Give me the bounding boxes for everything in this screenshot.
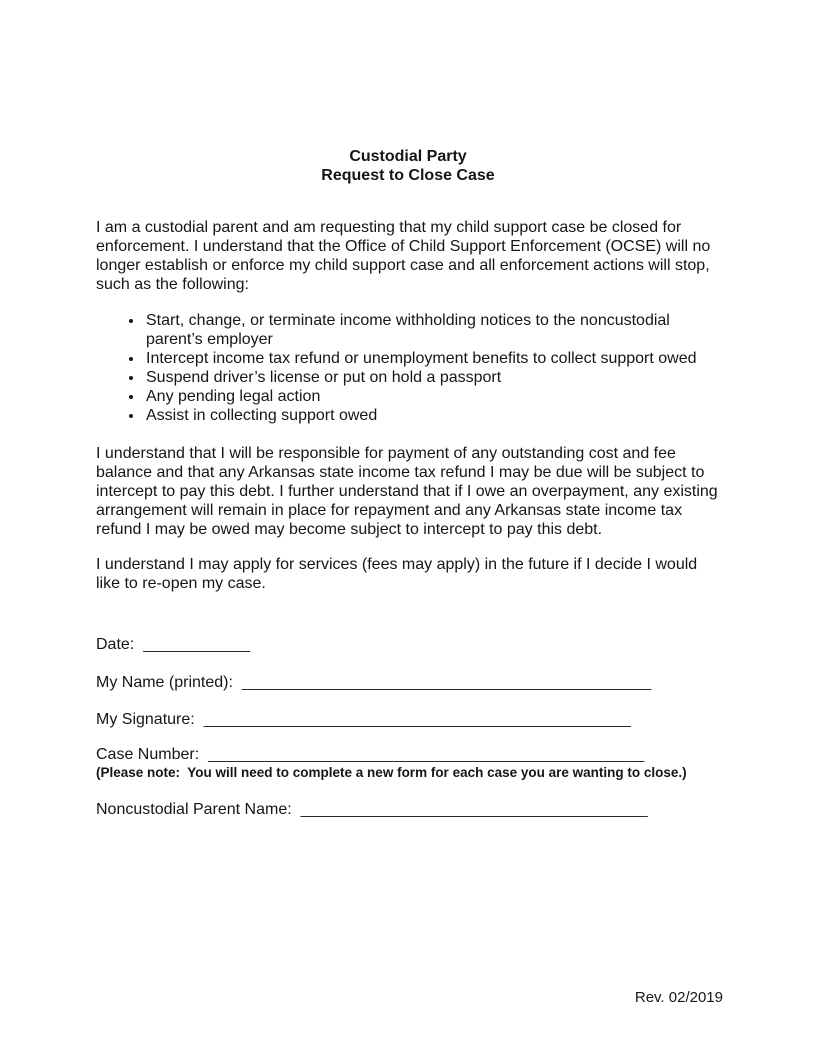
case-number-label: Case Number: bbox=[96, 746, 200, 763]
title-line-1: Custodial Party bbox=[349, 148, 467, 165]
noncustodial-parent-blank-line: _______________________________________ bbox=[300, 801, 648, 818]
printed-name-blank-line: ______________________________________________ bbox=[241, 674, 652, 691]
paragraph-intro: I am a custodial parent and am requesting that my child support case be closed for enforcement. I understand that the Office of Child Support Enforcement (OCSE) will no longer establish or enforce my child support case and all enforcement actions will stop, such as the following: bbox=[96, 219, 711, 293]
revision-footer: Rev. 02/2019 bbox=[634, 989, 723, 1006]
signature-blank-line: ________________________________________________ bbox=[203, 711, 631, 728]
document-title bbox=[96, 147, 720, 185]
list-item: • Assist in collecting support owed bbox=[144, 406, 720, 425]
list-item: • Intercept income tax refund or unemployment benefits to collect support owed bbox=[144, 349, 720, 368]
list-item: • Any pending legal action bbox=[144, 387, 720, 406]
noncustodial-parent-label: Noncustodial Parent Name: bbox=[96, 801, 292, 818]
field-signature bbox=[96, 710, 720, 729]
field-noncustodial-parent-name bbox=[96, 800, 720, 819]
field-case-number bbox=[96, 745, 720, 764]
case-number-note: (Please note: You will need to complete a new form for each case you are wanting to close.) bbox=[96, 765, 687, 780]
field-date bbox=[96, 635, 720, 654]
enforcement-actions-list bbox=[96, 311, 720, 425]
title-line-2: Request to Close Case bbox=[321, 167, 495, 184]
signature-label: My Signature: bbox=[96, 711, 195, 728]
date-blank-line: ____________ bbox=[143, 636, 251, 653]
date-label: Date: bbox=[96, 636, 135, 653]
paragraph-reopen: I understand I may apply for services (fees may apply) in the future if I decide I would like to re-open my case. bbox=[96, 556, 698, 592]
list-item: • Start, change, or terminate income withholding notices to the noncustodial parent’s employer bbox=[144, 311, 720, 349]
case-number-blank-line: _________________________________________________ bbox=[208, 746, 645, 763]
printed-name-label: My Name (printed): bbox=[96, 674, 233, 691]
list-item: • Suspend driver’s license or put on hold a passport bbox=[144, 368, 720, 387]
paragraph-debt-responsibility: I understand that I will be responsible for payment of any outstanding cost and fee balance and that any Arkansas state income tax refund I may be due will be subject to intercept to pay this debt. I further understand that if I owe an overpayment, any existing arrangement will remain in place for repayment and any Arkansas state income tax refund I may be owed may become subject to intercept to pay this debt. bbox=[96, 445, 718, 538]
field-printed-name bbox=[96, 673, 720, 692]
